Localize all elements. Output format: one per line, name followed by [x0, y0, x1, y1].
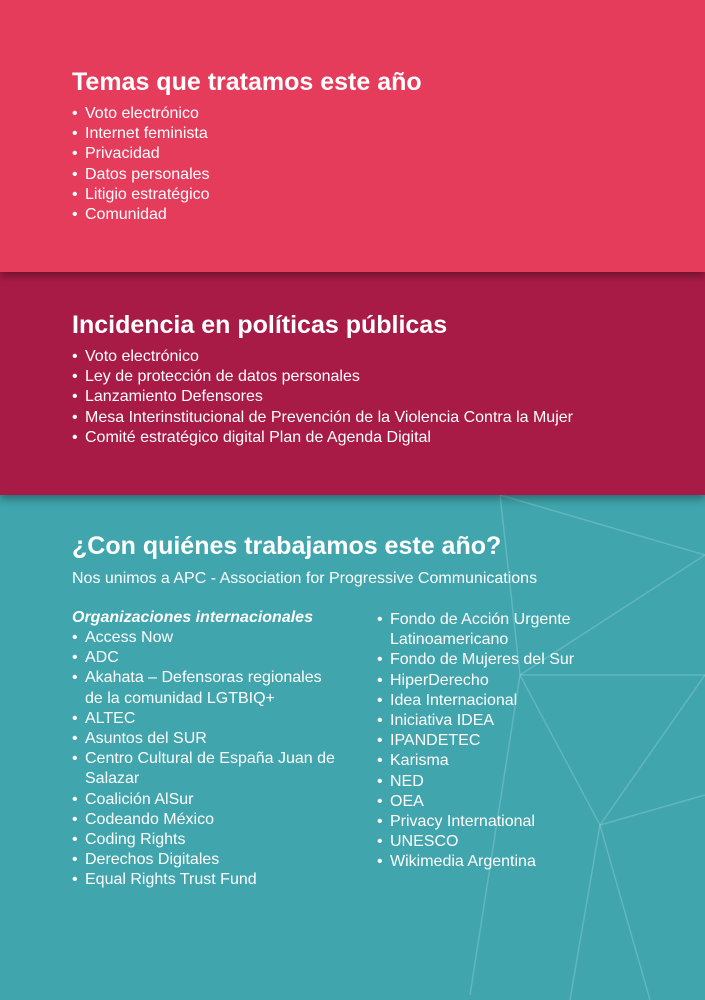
trabajamos-title: ¿Con quiénes trabajamos este año? [72, 532, 502, 560]
list-item: • Equal Rights Trust Fund [72, 870, 342, 890]
orgs-list-right [377, 610, 617, 873]
list-item: • Coding Rights [72, 830, 342, 850]
list-item: • ADC [72, 648, 342, 668]
list-item: • HiperDerecho [377, 671, 617, 691]
list-item: • Karisma [377, 751, 617, 771]
list-item: • Centro Cultural de España Juan de Salazar [72, 749, 342, 789]
list-item: • Privacy International [377, 812, 617, 832]
incidencia-title: Incidencia en políticas públicas [72, 311, 448, 339]
incidencia-list [72, 347, 705, 448]
list-item: • NED [377, 772, 617, 792]
list-item: • Litigio estratégico [72, 185, 705, 205]
list-item: • Comité estratégico digital Plan de Agenda Digital [72, 428, 705, 448]
list-item: • Codeando México [72, 810, 342, 830]
list-item: • Derechos Digitales [72, 850, 342, 870]
list-item: • Access Now [72, 628, 342, 648]
list-item: • Privacidad [72, 144, 705, 164]
trabajamos-section [0, 495, 705, 1000]
list-item: • Idea Internacional [377, 691, 617, 711]
orgs-list-left [72, 628, 342, 891]
orgs-heading: Organizaciones internacionales [72, 609, 313, 626]
list-item: • UNESCO [377, 832, 617, 852]
list-item: • ALTEC [72, 709, 342, 729]
temas-title: Temas que tratamos este año [72, 68, 422, 96]
trabajamos-content [72, 495, 705, 889]
list-item: • Coalición AlSur [72, 790, 342, 810]
trabajamos-subtitle: Nos unimos a APC - Association for Progressive Communications [72, 570, 538, 587]
list-item: • Lanzamiento Defensores [72, 387, 705, 407]
incidencia-section [0, 272, 705, 495]
list-item: • Asuntos del SUR [72, 729, 342, 749]
list-item: • OEA [377, 792, 617, 812]
list-item: • Datos personales [72, 165, 705, 185]
list-item: • Wikimedia Argentina [377, 852, 617, 872]
list-item: • Iniciativa IDEA [377, 711, 617, 731]
list-item: • Fondo de Mujeres del Sur [377, 650, 617, 670]
list-item: • IPANDETEC [377, 731, 617, 751]
list-item: • Ley de protección de datos personales [72, 367, 705, 387]
list-item: • Comunidad [72, 205, 705, 225]
list-item: • Internet feminista [72, 124, 705, 144]
list-item: • Fondo de Acción Urgente Latinoamericano [377, 610, 617, 650]
temas-section [0, 0, 705, 272]
temas-list [72, 104, 705, 225]
list-item: • Voto electrónico [72, 104, 705, 124]
list-item: • Akahata – Defensoras regionales de la comunidad LGTBIQ+ [72, 668, 342, 708]
list-item: • Mesa Interinstitucional de Prevención de la Violencia Contra la Mujer [72, 408, 705, 428]
list-item: • Voto electrónico [72, 347, 705, 367]
